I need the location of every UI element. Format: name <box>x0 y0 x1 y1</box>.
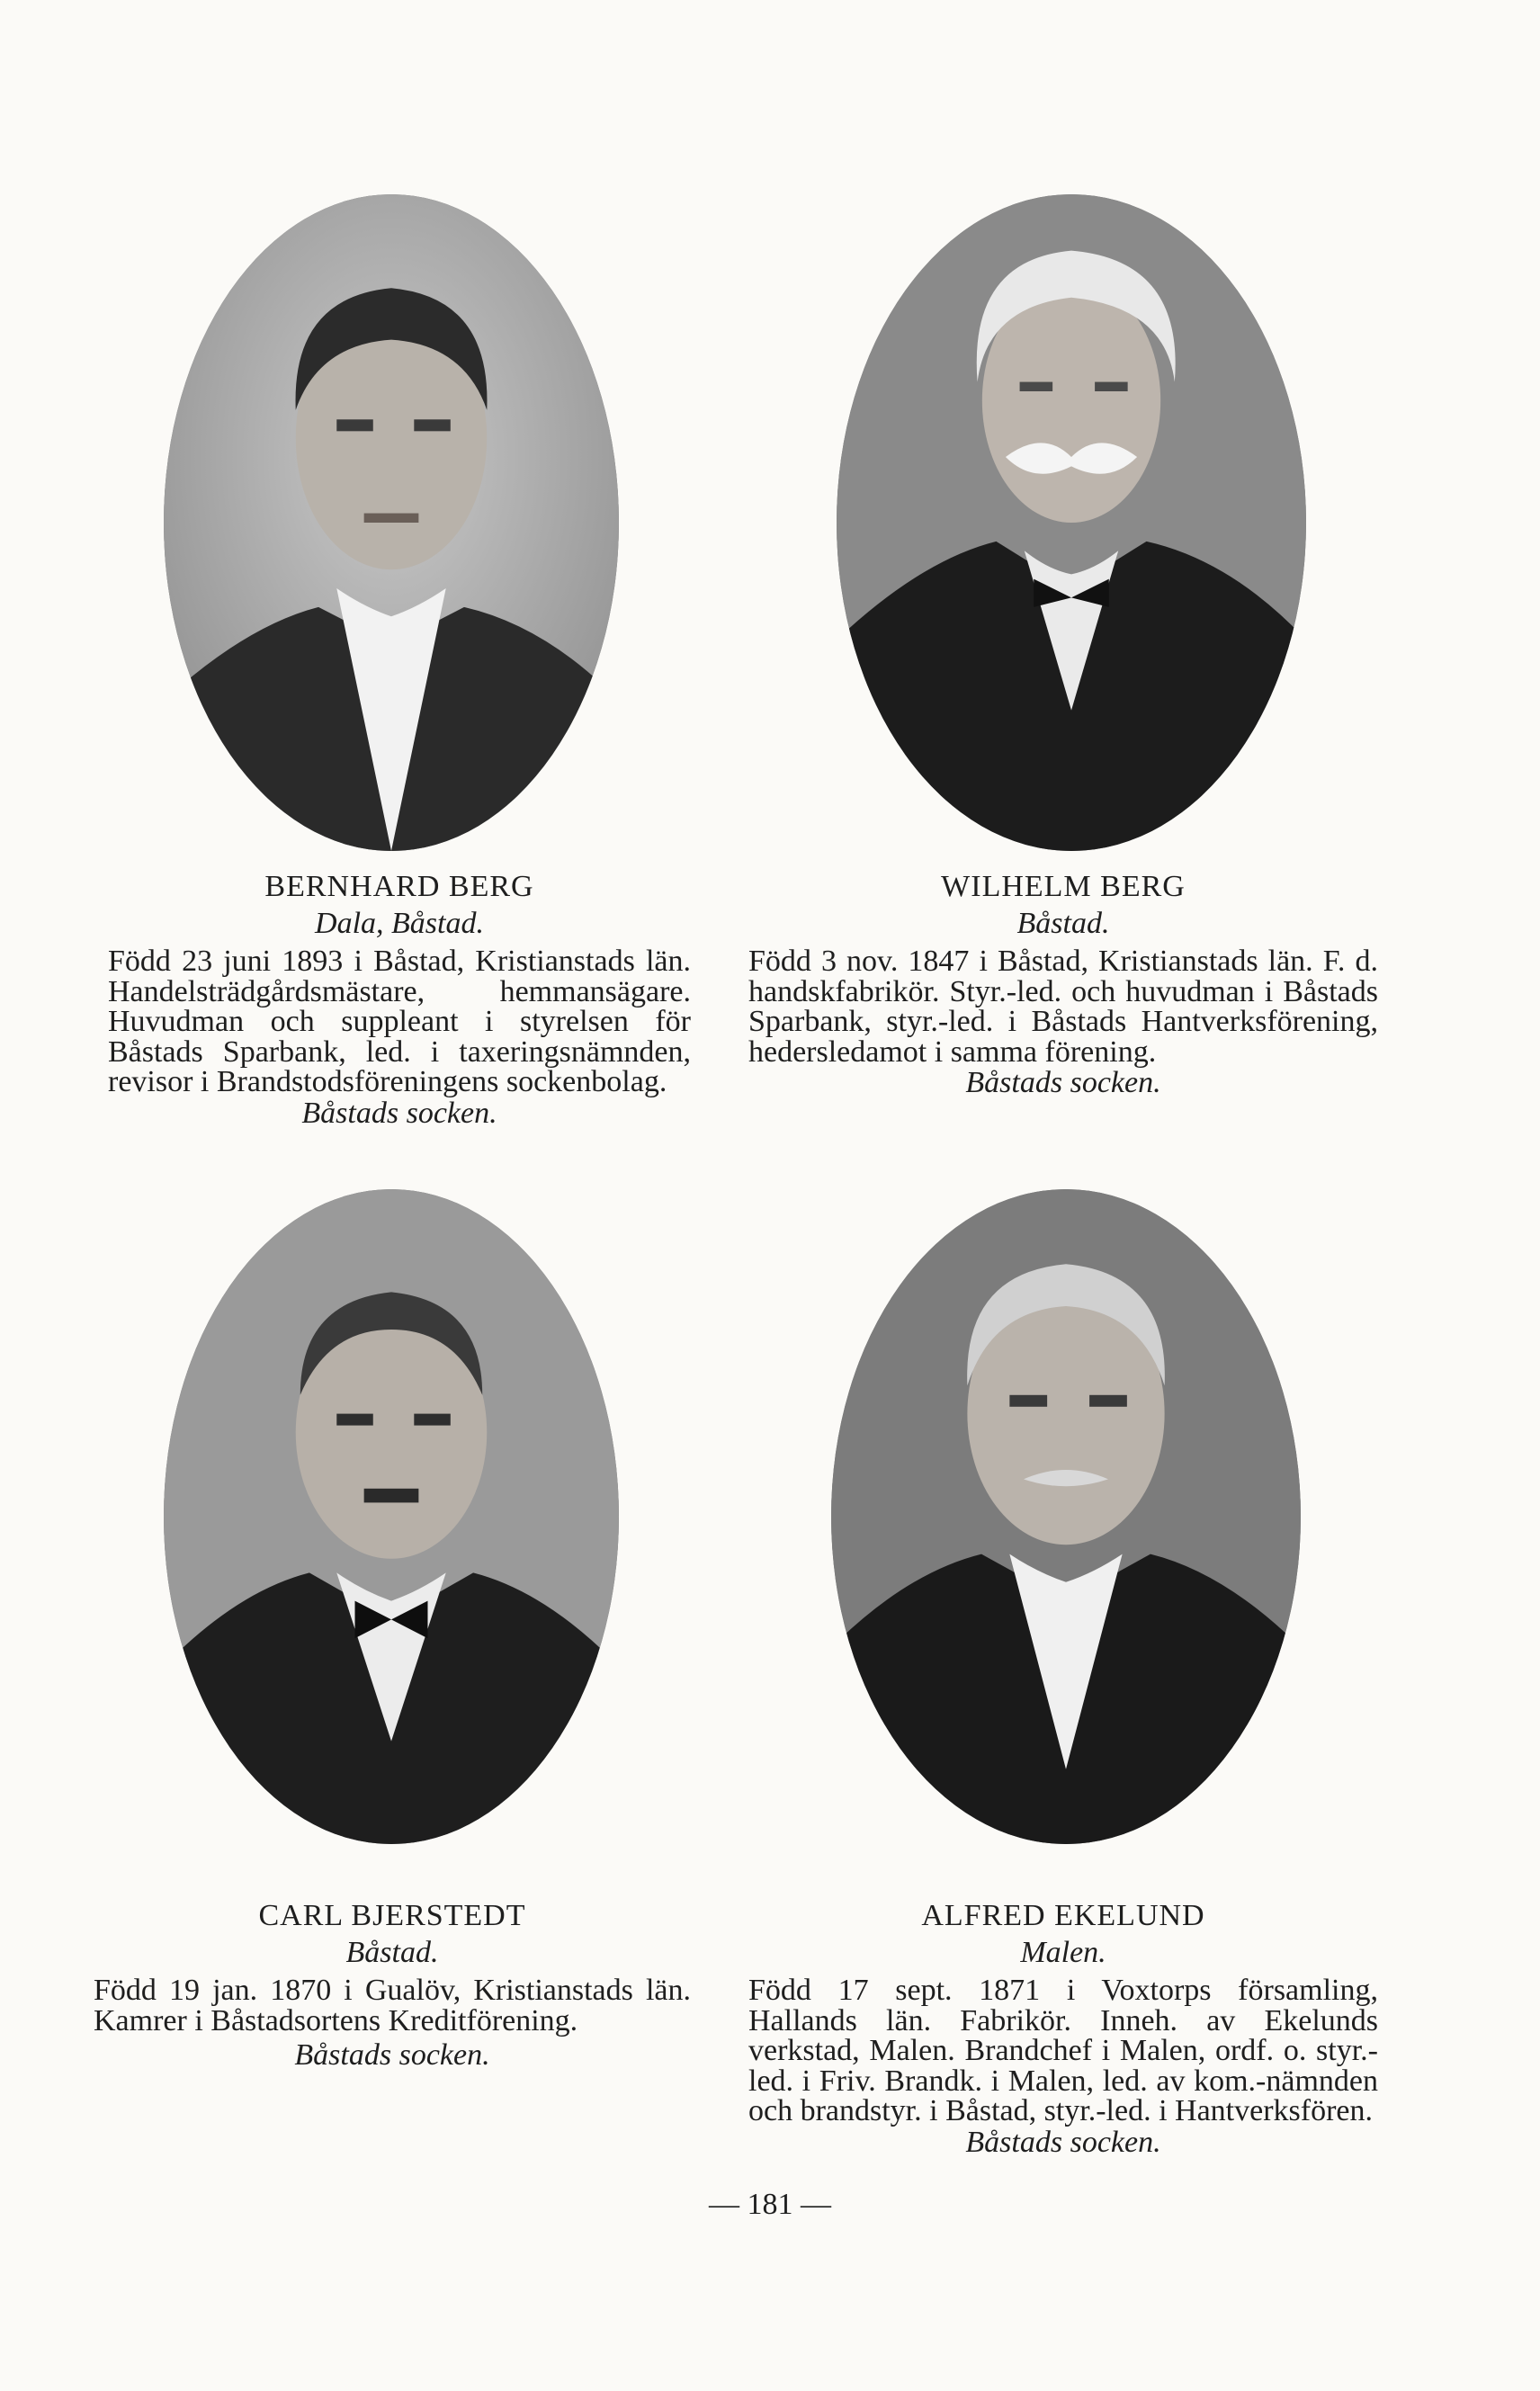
portrait-wilhelm-berg <box>837 194 1306 851</box>
biography-entry <box>748 1898 1378 2159</box>
biography-entry <box>108 869 691 1130</box>
portrait-photo <box>164 1189 619 1844</box>
portrait-alfred-ekelund <box>831 1189 1301 1844</box>
parish: Båstads socken. <box>301 1096 497 1130</box>
portrait-photo <box>837 194 1306 851</box>
portrait-photo <box>831 1189 1301 1844</box>
residence: Malen. <box>1020 1936 1106 1969</box>
portrait-carl-bjerstedt <box>164 1189 619 1844</box>
biography-text: Född 17 sept. 1871 i Voxtorps församling, Hallands län. Fabrikör. Inneh. av Ekelunds verkstad, Malen. Brandchef i Malen, ordf. o. styr.-led. i Friv. Brandk. i Malen, led. av kom.-nämnden och brandstyr. i Båstad, styr.-led. i Hantverksfören. <box>748 1974 1378 2128</box>
portrait-photo <box>164 194 619 851</box>
parish: Båstads socken. <box>294 2038 490 2073</box>
person-name: BERNHARD BERG <box>264 870 534 903</box>
biography-entry <box>748 869 1378 1099</box>
person-name: ALFRED EKELUND <box>921 1899 1205 1932</box>
portrait-bernhard-berg <box>164 194 619 851</box>
residence: Båstad. <box>1016 907 1110 940</box>
person-name: CARL BJERSTEDT <box>258 1899 526 1932</box>
person-name: WILHELM BERG <box>941 870 1186 903</box>
biography-entry <box>94 1898 691 2072</box>
residence: Båstad. <box>345 1936 439 1969</box>
biography-text: Född 23 juni 1893 i Båstad, Kristianstads län. Handelsträdgårdsmästare, hemmansägare. Huvudman och suppleant i styrelsen för Båstads Sparbank, led. i taxeringsnämnden, revisor i Brandstodsföreningens sockenbolag. <box>108 945 691 1099</box>
parish: Båstads socken. <box>965 2125 1161 2159</box>
page-number: — 181 — <box>709 2188 831 2221</box>
biography-text: Född 19 jan. 1870 i Gualöv, Kristianstads län. Kamrer i Båstadsortens Kreditförening. <box>94 1974 691 2037</box>
parish: Båstads socken. <box>965 1066 1161 1100</box>
residence: Dala, Båstad. <box>315 907 484 940</box>
biography-text: Född 3 nov. 1847 i Båstad, Kristianstads län. F. d. handskfabrikör. Styr.-led. och huvudman i Båstads Sparbank, styr.-led. i Båstads Hantverksförening, hedersledamot i samma förening. <box>748 945 1378 1069</box>
